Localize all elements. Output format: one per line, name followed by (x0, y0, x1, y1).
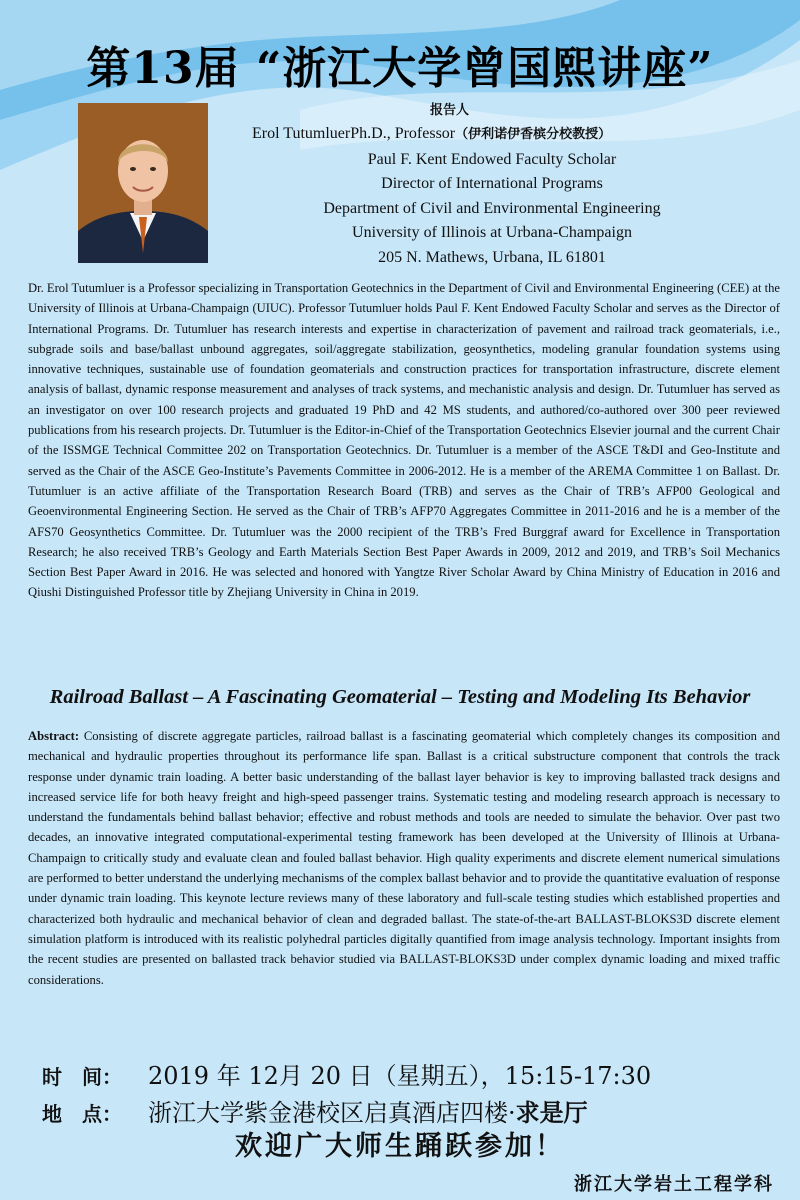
speaker-portrait-image (78, 103, 208, 263)
speaker-line: 205 N. Mathews, Urbana, IL 61801 (378, 248, 606, 266)
welcome-message: 欢迎广大师生踊跃参加！ (235, 1131, 565, 1162)
speaker-info (212, 122, 772, 271)
speaker-line: University of Illinois at Urbana-Champaign (352, 224, 632, 242)
reporter-label: 报告人 (430, 103, 470, 118)
event-time (42, 1056, 651, 1091)
abstract-text: Consisting of discrete aggregate particles, railroad ballast is a fascinating geomaterial which completely changes its composition and mechanical and hydraulic properties throughout its performance life span. Ballast is a critical substructure component that controls the track response under dynamic train loading. A better basic understanding of the ballast layer behavior is key to improving ballasted track designs and increased service life for both heavy freight and high-speed passenger trains. Systematic testing and modeling research approach is necessary to understand the fundamentals behind ballast behavior; effective and robust methods and tools are needed to simulate the behavior. Over past two decades, an innovative integrated computational-experimental testing framework has been developed at the University of Illinois at Urbana-Champaign to critically study and evaluate clean and fouled ballast behavior. High quality experiments and discrete element numerical simulations are performed to better understand the underlying mechanisms of the complex ballast behavior and to provide the quantitative evaluation of response under dynamic train loading. This keynote lecture reviews many of these laboratory and full-scale testing studies which established properties and characterized both hydraulic and mechanical behavior of clean and degraded ballast. The state-of-the-art BALLAST-BLOKS3D discrete element simulation platform is introduced with its realistic polyhedral particles digitally quantified from image analysis technology. Important insights from the recent studies are presented on ballasted track behavior studied via BALLAST-BLOKS3D under complex dynamic loading and mixed traffic considerations. (28, 729, 780, 987)
speaker-line: Director of International Programs (381, 175, 603, 193)
speaker-line: Paul F. Kent Endowed Faculty Scholar (367, 150, 617, 168)
organizer: 浙江大学岩土工程学科 (574, 1174, 774, 1195)
abstract-label: Abstract: (28, 729, 80, 743)
time-label: 时 间： (42, 1065, 122, 1089)
place-hall: 求是厅 (515, 1098, 588, 1127)
speaker-name-line (212, 122, 772, 148)
place-label: 地 点： (42, 1102, 122, 1126)
talk-title: Railroad Ballast – A Fascinating Geomaterial – Testing and Modeling Its Behavior (49, 686, 751, 708)
speaker-name: Erol TutumluerPh.D., Professor (252, 125, 456, 142)
speaker-line: Department of Civil and Environmental Engineering (323, 199, 661, 217)
event-place (42, 1093, 588, 1128)
speaker-photo (78, 103, 208, 263)
time-value: 2019 年 12月 20 日（星期五），15:15-17:30 (148, 1062, 652, 1090)
place-value: 浙江大学紫金港校区启真酒店四楼· (148, 1099, 516, 1127)
speaker-title-cn: （伊利诺伊香槟分校教授） (455, 127, 612, 142)
speaker-bio: Dr. Erol Tutumluer is a Professor specializing in Transportation Geotechnics in the Department of Civil and Environmental Engineering (CEE) at the University of Illinois at Urbana-Champaign (UIUC). Professor Tutumluer holds Paul F. Kent Endowed Faculty Scholar and serves as the Director of International Programs. Dr. Tutumluer has research interests and expertise in characterization of pavement and railroad track geomaterials, i.e., subgrade soils and base/ballast unbound aggregates, soil/aggregate stabilization, geosynthetics, modeling granular foundation systems using innovative techniques, sustainable use of foundation geomaterials and construction practices for transportation infrastructure, discrete element analysis of ballast, dynamic response measurement and analyses of track systems, and mechanistic analysis and design. Dr. Tutumluer has served as an investigator on over 100 research projects and graduated 19 PhD and 42 MS students, and authored/co-authored over 300 peer reviewed publications from his research projects. Dr. Tutumluer is the Editor-in-Chief of the Transportation Geotechnics Elsevier journal and the current Chair of the ISSMGE Technical Committee 202 on Transportation Geotechnics. Dr. Tutumluer is a member of the ASCE T&DI and Geo-Institute and served as the Chair of the ASCE Geo-Institute’s Pavements Committee in 2006-2012. He is a member of the AREMA Committee 1 on Ballast. Dr. Tutumluer is an active affiliate of the Transportation Research Board (TRB) and serves as the Chair of TRB’s AFP00 Geological and Geoenvironmental Engineering Section. He served as the Chair of TRB’s AFP70 Aggregates Committee in 2011-2016 and he is a member of the AFS70 Geosynthetics Committee. Dr. Tutumluer was the 2000 recipient of the TRB’s Fred Burggraf award for Excellence in Transportation Research; he also received TRB’s Geology and Earth Materials Section Best Paper Awards in 2009, 2012 and 2019, and TRB’s Soil Mechanics Section Best Paper Award in 2016. He was selected and honored with Yangtze River Scholar Award by China Ministry of Education in 2016 and Qiushi Distinguished Professor title by Zhejiang University in China in 2019. (28, 281, 780, 600)
abstract (28, 726, 780, 990)
page-title: 第13届 “浙江大学曾国熙讲座” (86, 43, 714, 94)
